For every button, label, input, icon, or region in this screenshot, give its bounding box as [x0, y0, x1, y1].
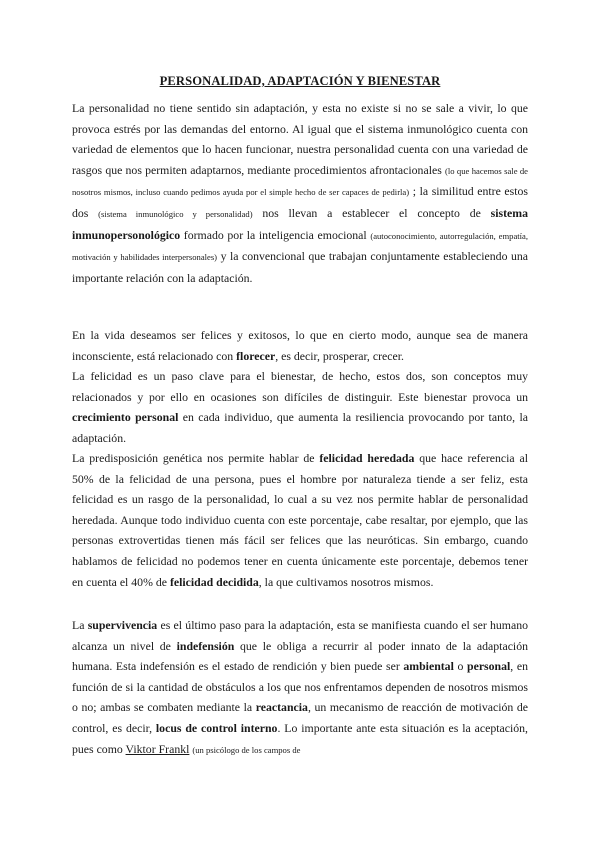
viktor-frankl-link[interactable]: Viktor Frankl: [125, 741, 190, 756]
paragraph-flourish: [72, 325, 528, 366]
text-span: , es decir, prosperar, crecer.: [275, 348, 404, 363]
text-span: o: [457, 659, 464, 674]
bold-term: felicidad heredada: [319, 451, 415, 465]
text-span: La felicidad es un paso clave para el bienestar, de hecho, estos dos, son conceptos muy relacionados y por ello en ocasiones son difíciles de distinguir. Este bienestar provoca un: [72, 369, 528, 404]
text-span: nos llevan a establecer el concepto de: [262, 205, 481, 220]
bold-term: supervivencia: [87, 618, 158, 632]
text-span: (autoconocimiento, autorregulación, empatía, motivación y habilidades interpersonales): [72, 230, 528, 263]
bold-term: reactancia: [255, 700, 308, 715]
bold-term: felicidad decidida: [169, 574, 259, 589]
bold-term: florecer: [236, 348, 276, 363]
text-span: (sistema inmunológico y personalidad): [98, 208, 253, 219]
bold-term: personal: [467, 659, 511, 674]
bold-term: crecimiento personal: [72, 410, 179, 425]
bold-term: ambiental: [403, 659, 454, 674]
text-span: (lo que hacemos sale de nosotros mismos, incluso cuando pedimos ayuda por el simple hecho de ser capaces de pedirla): [72, 165, 528, 198]
text-span: en cada individuo, que aumenta la resiliencia provocando por tanto, la adaptación.: [72, 410, 528, 445]
paragraph-happiness: [72, 366, 528, 448]
bold-term: locus de control interno: [155, 720, 278, 735]
text-span: que hace referencia al 50% de la felicidad de una persona, pues el hombre por naturaleza tiende a ser feliz, esta felicidad es un rasgo de la personalidad, lo cual a su vez nos permite hablar de personalidad heredada. Aunque todo individuo cuenta con este porcentaje, cabe resaltar, por ejemplo, que las personas extrovertidas tienen más fácil ser felices que las neuróticas. Sin embargo, cuando hablamos de felicidad no podemos tener en cuenta únicamente este porcentaje, debemos tener en cuenta el 40% de: [72, 451, 528, 589]
text-span: y la convencional que trabajan conjuntamente estableciendo una importante relación con la adaptación.: [72, 249, 528, 285]
text-span: La: [72, 618, 85, 632]
text-span: (un psicólogo de los campos de: [192, 744, 301, 755]
text-span: que le obliga a recurrir al poder innato de la adaptación humana. Esta indefensión es el estado de rendición y bien puede ser: [72, 638, 529, 674]
bold-term: sistema inmunopersonológico: [72, 205, 528, 242]
text-span: , un mecanismo de reacción de motivación de control, es decir,: [72, 700, 529, 735]
text-span: La personalidad no tiene sentido sin adaptación, y esta no existe si no se sale a vivir, lo que provoca estrés por las demandas del entorno. Al igual que el sistema inmunológico cuenta con variedad de elementos que lo hacen funcionar, nuestra personalidad cuenta con una variedad de rasgos que nos permiten adaptarnos, mediante procedimientos afrontacionales: [72, 101, 528, 177]
paragraph-survival: [72, 615, 528, 760]
text-span: ; la similitud entre estos dos: [72, 184, 528, 220]
text-span: , en función de si la cantidad de obstáculos a los que nos enfrentamos dependen de nosotros mismos o no; ambas se combaten mediante la: [72, 659, 528, 715]
paragraph-genetics: [72, 448, 528, 592]
paragraph-personality: [72, 98, 528, 288]
bold-term: indefensión: [176, 638, 235, 653]
text-span: formado por la inteligencia emocional: [183, 227, 367, 242]
page-title: PERSONALIDAD, ADAPTACIÓN Y BIENESTAR: [159, 74, 441, 88]
text-span: En la vida deseamos ser felices y exitosos, lo que en cierto modo, aunque sea de manera inconsciente, está relacionado con: [72, 328, 528, 363]
text-span: es el último paso para la adaptación, esta se manifiesta cuando el ser humano alcanza un nivel de: [72, 618, 529, 653]
text-span: La predisposición genética nos permite hablar de: [72, 451, 315, 465]
text-span: . Lo importante ante esta situación es la aceptación, pues como: [72, 720, 528, 756]
text-span: , la que cultivamos nosotros mismos.: [258, 574, 434, 589]
